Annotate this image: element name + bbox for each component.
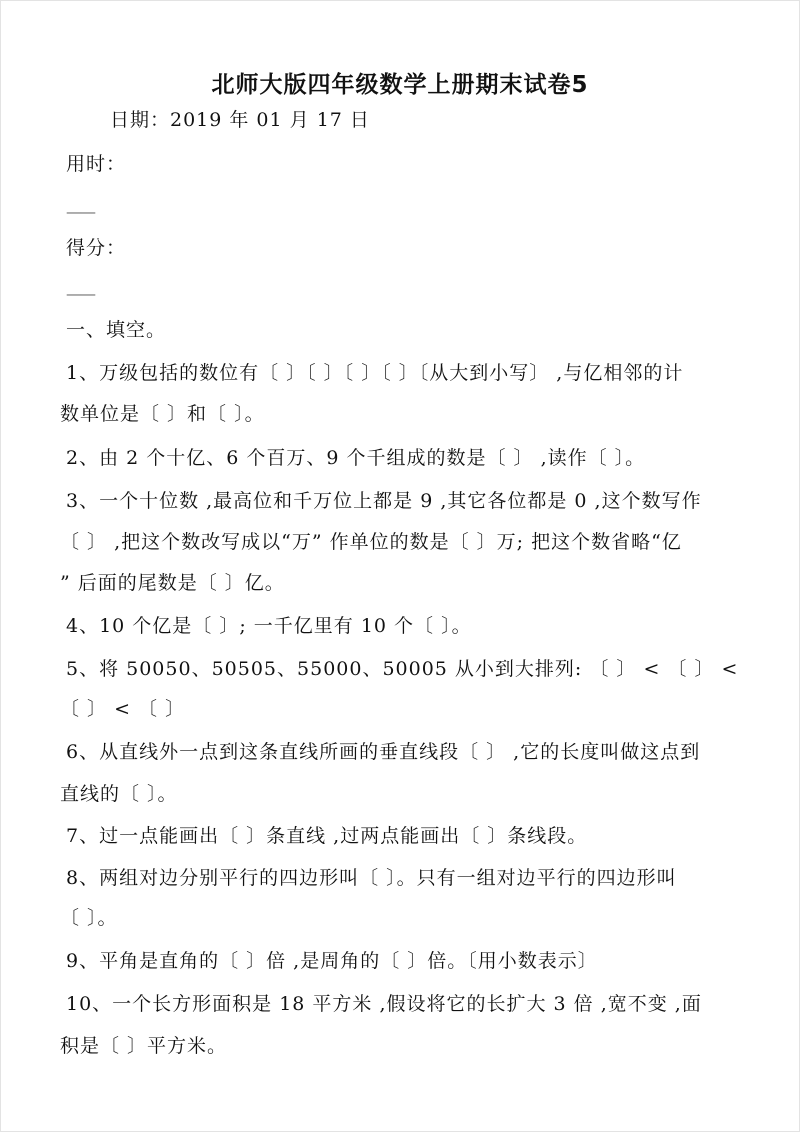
question-line: 数单位是〔 〕和〔 〕。 — [60, 403, 265, 425]
time-used-label: 用时： — [66, 153, 127, 175]
question-line: 6、从直线外一点到这条直线所画的垂直线段〔 〕 ,它的长度叫做这点到 — [66, 741, 701, 763]
question-line: 7、过一点能画出〔 〕条直线 ,过两点能画出〔 〕条线段。 — [66, 825, 588, 847]
question-line: ” 后面的尾数是〔 〕亿。 — [60, 572, 285, 594]
date-line: 日期：2019 年 01 月 17 日 — [110, 109, 370, 131]
question-line: 〔 〕。 — [60, 907, 118, 929]
score-label: 得分： — [66, 237, 127, 259]
question-line: 〔 〕 ,把这个数改写成以“万” 作单位的数是〔 〕万; 把这个数省略“亿 — [60, 531, 682, 553]
question-line: 1、万级包括的数位有〔 〕〔 〕〔 〕〔 〕〔从大到小写〕 ,与亿相邻的计 — [66, 362, 684, 384]
question-line: 10、一个长方形面积是 18 平方米 ,假设将它的长扩大 3 倍 ,宽不变 ,面 — [66, 993, 702, 1015]
question-line: 〔 〕 < 〔 〕 — [60, 698, 186, 720]
question-line: 直线的〔 〕。 — [60, 783, 178, 805]
question-line: 8、两组对边分别平行的四边形叫〔 〕。只有一组对边平行的四边形叫 — [66, 867, 677, 889]
time-blank: —— — [66, 202, 94, 221]
page-title: 北师大版四年级数学上册期末试卷5 — [211, 72, 589, 98]
section-heading: 一、填空。 — [66, 319, 167, 341]
score-blank: —— — [66, 284, 94, 303]
question-line: 5、将 50050、50505、55000、50005 从小到大排列: 〔 〕 < 〔 〕 < — [66, 658, 739, 680]
question-line: 9、平角是直角的〔 〕倍 ,是周角的〔 〕倍。〔用小数表示〕 — [66, 950, 598, 972]
question-line: 2、由 2 个十亿、6 个百万、9 个千组成的数是〔 〕 ,读作〔 〕。 — [66, 447, 646, 469]
question-line: 4、10 个亿是〔 〕; 一千亿里有 10 个〔 〕。 — [66, 615, 472, 637]
question-line: 积是〔 〕平方米。 — [60, 1035, 228, 1057]
question-line: 3、一个十位数 ,最高位和千万位上都是 9 ,其它各位都是 0 ,这个数写作 — [66, 490, 702, 512]
